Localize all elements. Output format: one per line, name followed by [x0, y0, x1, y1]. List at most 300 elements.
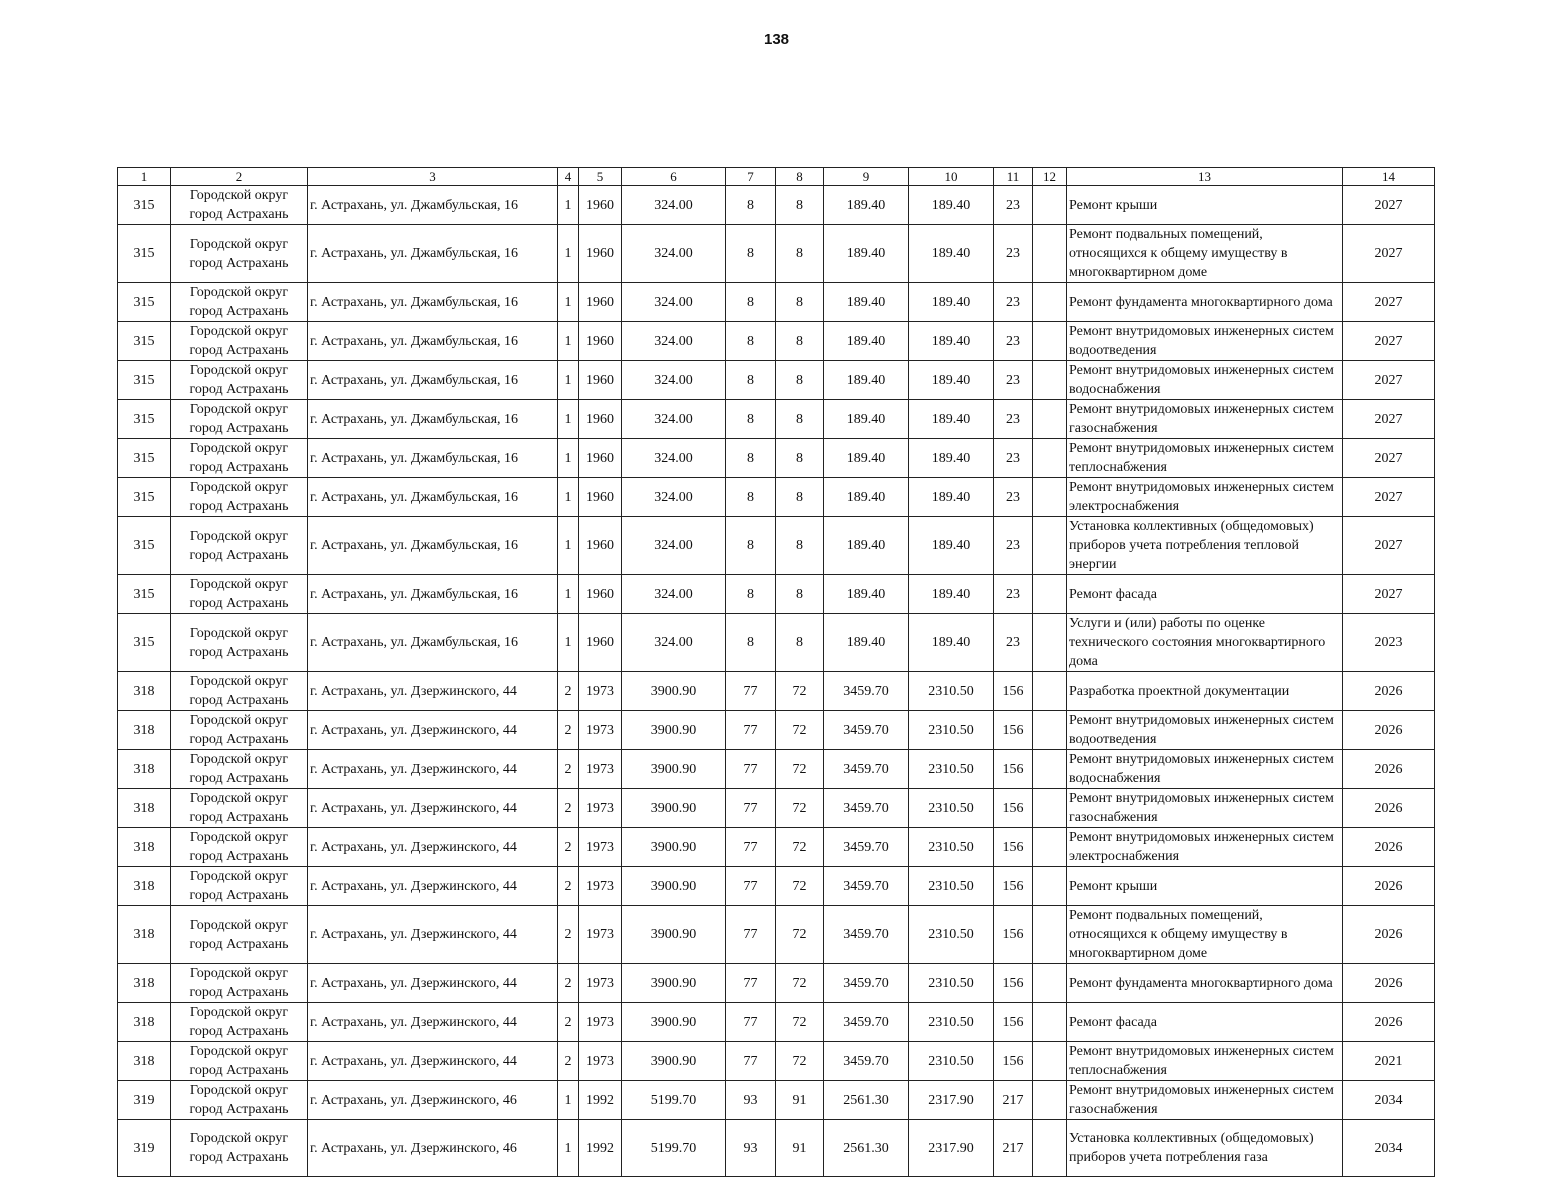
- col-7-cell: 8: [726, 478, 776, 517]
- table-row: [118, 1081, 1435, 1120]
- col-12-cell: [1033, 1081, 1067, 1120]
- table-row: [118, 750, 1435, 789]
- build-year-cell: 1960: [579, 478, 622, 517]
- row-number-cell: 315: [118, 575, 171, 614]
- col-9-cell: 3459.70: [824, 711, 909, 750]
- col-8-cell: 8: [776, 361, 824, 400]
- row-number-cell: 315: [118, 283, 171, 322]
- address-cell: г. Астрахань, ул. Дзержинского, 46: [308, 1081, 558, 1120]
- col-4-cell: 2: [558, 672, 579, 711]
- col-8-cell: 91: [776, 1120, 824, 1177]
- plan-year-cell: 2027: [1343, 517, 1435, 575]
- column-header-6: 6: [622, 168, 726, 186]
- col-8-cell: 72: [776, 711, 824, 750]
- total-area-cell: 324.00: [622, 614, 726, 672]
- table-row: [118, 964, 1435, 1003]
- address-cell: г. Астрахань, ул. Джамбульская, 16: [308, 575, 558, 614]
- col-10-cell: 2317.90: [909, 1081, 994, 1120]
- total-area-cell: 324.00: [622, 439, 726, 478]
- total-area-cell: 3900.90: [622, 750, 726, 789]
- col-4-cell: 2: [558, 1003, 579, 1042]
- col-9-cell: 2561.30: [824, 1120, 909, 1177]
- plan-year-cell: 2026: [1343, 711, 1435, 750]
- col-8-cell: 72: [776, 672, 824, 711]
- municipality-cell: Городской округ город Астрахань: [171, 575, 308, 614]
- col-10-cell: 189.40: [909, 283, 994, 322]
- col-12-cell: [1033, 439, 1067, 478]
- col-8-cell: 8: [776, 478, 824, 517]
- address-cell: г. Астрахань, ул. Дзержинского, 44: [308, 1042, 558, 1081]
- row-number-cell: 318: [118, 672, 171, 711]
- col-9-cell: 189.40: [824, 361, 909, 400]
- col-12-cell: [1033, 1003, 1067, 1042]
- col-7-cell: 77: [726, 828, 776, 867]
- plan-year-cell: 2034: [1343, 1120, 1435, 1177]
- col-8-cell: 8: [776, 322, 824, 361]
- address-cell: г. Астрахань, ул. Джамбульская, 16: [308, 283, 558, 322]
- col-4-cell: 1: [558, 283, 579, 322]
- table-row: [118, 614, 1435, 672]
- address-cell: г. Астрахань, ул. Джамбульская, 16: [308, 322, 558, 361]
- total-area-cell: 324.00: [622, 400, 726, 439]
- col-10-cell: 189.40: [909, 478, 994, 517]
- col-4-cell: 1: [558, 225, 579, 283]
- address-cell: г. Астрахань, ул. Дзержинского, 44: [308, 711, 558, 750]
- work-type-cell: Ремонт внутридомовых инженерных систем электроснабжения: [1067, 828, 1343, 867]
- col-11-cell: 156: [994, 828, 1033, 867]
- build-year-cell: 1973: [579, 867, 622, 906]
- row-number-cell: 318: [118, 711, 171, 750]
- municipality-cell: Городской округ город Астрахань: [171, 906, 308, 964]
- col-10-cell: 2310.50: [909, 789, 994, 828]
- build-year-cell: 1960: [579, 322, 622, 361]
- column-header-7: 7: [726, 168, 776, 186]
- build-year-cell: 1960: [579, 439, 622, 478]
- municipality-cell: Городской округ город Астрахань: [171, 283, 308, 322]
- col-9-cell: 189.40: [824, 517, 909, 575]
- col-4-cell: 1: [558, 614, 579, 672]
- col-9-cell: 189.40: [824, 439, 909, 478]
- build-year-cell: 1973: [579, 1042, 622, 1081]
- col-9-cell: 3459.70: [824, 1003, 909, 1042]
- col-11-cell: 156: [994, 1003, 1033, 1042]
- col-10-cell: 2310.50: [909, 750, 994, 789]
- build-year-cell: 1973: [579, 711, 622, 750]
- build-year-cell: 1973: [579, 828, 622, 867]
- column-header-8: 8: [776, 168, 824, 186]
- col-9-cell: 2561.30: [824, 1081, 909, 1120]
- table-row: [118, 225, 1435, 283]
- build-year-cell: 1960: [579, 400, 622, 439]
- table-row: [118, 672, 1435, 711]
- col-7-cell: 8: [726, 575, 776, 614]
- address-cell: г. Астрахань, ул. Дзержинского, 44: [308, 789, 558, 828]
- col-12-cell: [1033, 867, 1067, 906]
- row-number-cell: 318: [118, 789, 171, 828]
- municipality-cell: Городской округ город Астрахань: [171, 186, 308, 225]
- col-7-cell: 93: [726, 1081, 776, 1120]
- row-number-cell: 318: [118, 1042, 171, 1081]
- col-4-cell: 1: [558, 478, 579, 517]
- col-12-cell: [1033, 1120, 1067, 1177]
- col-10-cell: 2310.50: [909, 711, 994, 750]
- col-4-cell: 2: [558, 964, 579, 1003]
- col-7-cell: 93: [726, 1120, 776, 1177]
- col-7-cell: 8: [726, 361, 776, 400]
- col-9-cell: 3459.70: [824, 672, 909, 711]
- col-11-cell: 23: [994, 283, 1033, 322]
- municipality-cell: Городской округ город Астрахань: [171, 1081, 308, 1120]
- address-cell: г. Астрахань, ул. Дзержинского, 44: [308, 867, 558, 906]
- col-12-cell: [1033, 361, 1067, 400]
- col-8-cell: 8: [776, 517, 824, 575]
- col-10-cell: 2310.50: [909, 906, 994, 964]
- col-7-cell: 77: [726, 867, 776, 906]
- total-area-cell: 324.00: [622, 225, 726, 283]
- total-area-cell: 3900.90: [622, 672, 726, 711]
- column-header-2: 2: [171, 168, 308, 186]
- work-type-cell: Ремонт фундамента многоквартирного дома: [1067, 964, 1343, 1003]
- col-10-cell: 189.40: [909, 575, 994, 614]
- municipality-cell: Городской округ город Астрахань: [171, 439, 308, 478]
- column-header-14: 14: [1343, 168, 1435, 186]
- col-8-cell: 72: [776, 828, 824, 867]
- col-8-cell: 72: [776, 1003, 824, 1042]
- municipality-cell: Городской округ город Астрахань: [171, 750, 308, 789]
- col-11-cell: 23: [994, 186, 1033, 225]
- total-area-cell: 3900.90: [622, 1003, 726, 1042]
- col-7-cell: 77: [726, 789, 776, 828]
- col-11-cell: 156: [994, 672, 1033, 711]
- col-11-cell: 156: [994, 964, 1033, 1003]
- col-9-cell: 189.40: [824, 614, 909, 672]
- col-12-cell: [1033, 186, 1067, 225]
- col-4-cell: 2: [558, 711, 579, 750]
- col-10-cell: 189.40: [909, 225, 994, 283]
- work-type-cell: Установка коллективных (общедомовых) приборов учета потребления газа: [1067, 1120, 1343, 1177]
- total-area-cell: 5199.70: [622, 1081, 726, 1120]
- plan-year-cell: 2026: [1343, 906, 1435, 964]
- row-number-cell: 319: [118, 1081, 171, 1120]
- col-10-cell: 2310.50: [909, 672, 994, 711]
- address-cell: г. Астрахань, ул. Дзержинского, 44: [308, 1003, 558, 1042]
- municipality-cell: Городской округ город Астрахань: [171, 1003, 308, 1042]
- plan-year-cell: 2027: [1343, 575, 1435, 614]
- plan-year-cell: 2026: [1343, 867, 1435, 906]
- col-7-cell: 77: [726, 750, 776, 789]
- col-12-cell: [1033, 1042, 1067, 1081]
- total-area-cell: 3900.90: [622, 867, 726, 906]
- col-10-cell: 189.40: [909, 186, 994, 225]
- col-9-cell: 3459.70: [824, 750, 909, 789]
- col-4-cell: 2: [558, 906, 579, 964]
- work-type-cell: Ремонт внутридомовых инженерных систем водоснабжения: [1067, 361, 1343, 400]
- col-9-cell: 189.40: [824, 575, 909, 614]
- column-header-13: 13: [1067, 168, 1343, 186]
- col-10-cell: 189.40: [909, 439, 994, 478]
- plan-year-cell: 2023: [1343, 614, 1435, 672]
- municipality-cell: Городской округ город Астрахань: [171, 711, 308, 750]
- col-12-cell: [1033, 283, 1067, 322]
- row-number-cell: 315: [118, 400, 171, 439]
- col-9-cell: 189.40: [824, 283, 909, 322]
- municipality-cell: Городской округ город Астрахань: [171, 964, 308, 1003]
- col-10-cell: 189.40: [909, 614, 994, 672]
- table-row: [118, 575, 1435, 614]
- col-4-cell: 2: [558, 789, 579, 828]
- total-area-cell: 324.00: [622, 322, 726, 361]
- col-10-cell: 2310.50: [909, 828, 994, 867]
- municipality-cell: Городской округ город Астрахань: [171, 789, 308, 828]
- build-year-cell: 1973: [579, 789, 622, 828]
- col-8-cell: 8: [776, 614, 824, 672]
- total-area-cell: 324.00: [622, 283, 726, 322]
- address-cell: г. Астрахань, ул. Дзержинского, 46: [308, 1120, 558, 1177]
- address-cell: г. Астрахань, ул. Джамбульская, 16: [308, 439, 558, 478]
- plan-year-cell: 2027: [1343, 478, 1435, 517]
- build-year-cell: 1973: [579, 964, 622, 1003]
- work-type-cell: Ремонт подвальных помещений, относящихся к общему имуществу в многоквартирном доме: [1067, 906, 1343, 964]
- address-cell: г. Астрахань, ул. Джамбульская, 16: [308, 225, 558, 283]
- total-area-cell: 324.00: [622, 517, 726, 575]
- col-4-cell: 1: [558, 400, 579, 439]
- col-11-cell: 23: [994, 400, 1033, 439]
- col-9-cell: 3459.70: [824, 867, 909, 906]
- build-year-cell: 1960: [579, 575, 622, 614]
- col-4-cell: 2: [558, 1042, 579, 1081]
- table-row: [118, 439, 1435, 478]
- plan-year-cell: 2021: [1343, 1042, 1435, 1081]
- plan-year-cell: 2026: [1343, 672, 1435, 711]
- col-11-cell: 156: [994, 711, 1033, 750]
- col-8-cell: 8: [776, 186, 824, 225]
- col-12-cell: [1033, 789, 1067, 828]
- col-9-cell: 3459.70: [824, 1042, 909, 1081]
- col-10-cell: 2317.90: [909, 1120, 994, 1177]
- col-11-cell: 217: [994, 1081, 1033, 1120]
- col-7-cell: 8: [726, 186, 776, 225]
- work-type-cell: Ремонт внутридомовых инженерных систем газоснабжения: [1067, 1081, 1343, 1120]
- row-number-cell: 318: [118, 867, 171, 906]
- work-type-cell: Ремонт внутридомовых инженерных систем газоснабжения: [1067, 400, 1343, 439]
- row-number-cell: 315: [118, 614, 171, 672]
- address-cell: г. Астрахань, ул. Дзержинского, 44: [308, 672, 558, 711]
- address-cell: г. Астрахань, ул. Джамбульская, 16: [308, 186, 558, 225]
- col-4-cell: 2: [558, 750, 579, 789]
- col-4-cell: 1: [558, 322, 579, 361]
- col-9-cell: 3459.70: [824, 906, 909, 964]
- total-area-cell: 3900.90: [622, 789, 726, 828]
- table-row: [118, 789, 1435, 828]
- build-year-cell: 1960: [579, 225, 622, 283]
- col-11-cell: 23: [994, 322, 1033, 361]
- municipality-cell: Городской округ город Астрахань: [171, 322, 308, 361]
- table-row: [118, 867, 1435, 906]
- municipality-cell: Городской округ город Астрахань: [171, 400, 308, 439]
- row-number-cell: 315: [118, 225, 171, 283]
- work-type-cell: Ремонт внутридомовых инженерных систем теплоснабжения: [1067, 439, 1343, 478]
- col-4-cell: 1: [558, 1120, 579, 1177]
- address-cell: г. Астрахань, ул. Джамбульская, 16: [308, 517, 558, 575]
- col-11-cell: 23: [994, 575, 1033, 614]
- col-12-cell: [1033, 400, 1067, 439]
- municipality-cell: Городской округ город Астрахань: [171, 517, 308, 575]
- total-area-cell: 5199.70: [622, 1120, 726, 1177]
- col-11-cell: 23: [994, 517, 1033, 575]
- build-year-cell: 1992: [579, 1081, 622, 1120]
- build-year-cell: 1973: [579, 1003, 622, 1042]
- build-year-cell: 1960: [579, 614, 622, 672]
- table-row: [118, 361, 1435, 400]
- address-cell: г. Астрахань, ул. Дзержинского, 44: [308, 964, 558, 1003]
- municipality-cell: Городской округ город Астрахань: [171, 361, 308, 400]
- work-type-cell: Установка коллективных (общедомовых) приборов учета потребления тепловой энергии: [1067, 517, 1343, 575]
- col-10-cell: 2310.50: [909, 867, 994, 906]
- col-7-cell: 8: [726, 283, 776, 322]
- municipality-cell: Городской округ город Астрахань: [171, 478, 308, 517]
- col-11-cell: 23: [994, 361, 1033, 400]
- col-12-cell: [1033, 575, 1067, 614]
- plan-year-cell: 2027: [1343, 283, 1435, 322]
- col-4-cell: 1: [558, 186, 579, 225]
- work-type-cell: Ремонт внутридомовых инженерных систем водоотведения: [1067, 711, 1343, 750]
- column-header-5: 5: [579, 168, 622, 186]
- col-8-cell: 72: [776, 906, 824, 964]
- col-12-cell: [1033, 906, 1067, 964]
- plan-year-cell: 2026: [1343, 750, 1435, 789]
- table-row: [118, 711, 1435, 750]
- col-12-cell: [1033, 614, 1067, 672]
- col-11-cell: 23: [994, 439, 1033, 478]
- address-cell: г. Астрахань, ул. Джамбульская, 16: [308, 478, 558, 517]
- table-row: [118, 1120, 1435, 1177]
- col-8-cell: 72: [776, 964, 824, 1003]
- plan-year-cell: 2026: [1343, 1003, 1435, 1042]
- total-area-cell: 3900.90: [622, 964, 726, 1003]
- col-8-cell: 8: [776, 400, 824, 439]
- plan-year-cell: 2027: [1343, 322, 1435, 361]
- row-number-cell: 315: [118, 361, 171, 400]
- work-type-cell: Ремонт внутридомовых инженерных систем водоснабжения: [1067, 750, 1343, 789]
- municipality-cell: Городской округ город Астрахань: [171, 828, 308, 867]
- build-year-cell: 1992: [579, 1120, 622, 1177]
- page-number: 138: [763, 31, 790, 48]
- row-number-cell: 315: [118, 478, 171, 517]
- build-year-cell: 1973: [579, 750, 622, 789]
- col-8-cell: 72: [776, 1042, 824, 1081]
- col-11-cell: 156: [994, 1042, 1033, 1081]
- col-10-cell: 2310.50: [909, 1042, 994, 1081]
- address-cell: г. Астрахань, ул. Джамбульская, 16: [308, 614, 558, 672]
- col-11-cell: 23: [994, 225, 1033, 283]
- work-type-cell: Ремонт фундамента многоквартирного дома: [1067, 283, 1343, 322]
- work-type-cell: Услуги и (или) работы по оценке технического состояния многоквартирного дома: [1067, 614, 1343, 672]
- municipality-cell: Городской округ город Астрахань: [171, 672, 308, 711]
- build-year-cell: 1960: [579, 186, 622, 225]
- col-7-cell: 8: [726, 225, 776, 283]
- total-area-cell: 3900.90: [622, 1042, 726, 1081]
- table-row: [118, 186, 1435, 225]
- col-12-cell: [1033, 750, 1067, 789]
- col-9-cell: 189.40: [824, 400, 909, 439]
- col-7-cell: 8: [726, 439, 776, 478]
- municipality-cell: Городской округ город Астрахань: [171, 614, 308, 672]
- col-8-cell: 8: [776, 225, 824, 283]
- work-type-cell: Ремонт крыши: [1067, 186, 1343, 225]
- registry-table: [117, 167, 1435, 1177]
- col-7-cell: 77: [726, 711, 776, 750]
- col-10-cell: 2310.50: [909, 1003, 994, 1042]
- plan-year-cell: 2034: [1343, 1081, 1435, 1120]
- col-7-cell: 77: [726, 672, 776, 711]
- col-8-cell: 8: [776, 575, 824, 614]
- col-4-cell: 2: [558, 828, 579, 867]
- col-12-cell: [1033, 517, 1067, 575]
- col-10-cell: 189.40: [909, 361, 994, 400]
- column-header-10: 10: [909, 168, 994, 186]
- build-year-cell: 1973: [579, 672, 622, 711]
- total-area-cell: 324.00: [622, 361, 726, 400]
- col-11-cell: 156: [994, 789, 1033, 828]
- address-cell: г. Астрахань, ул. Джамбульская, 16: [308, 361, 558, 400]
- row-number-cell: 319: [118, 1120, 171, 1177]
- column-header-9: 9: [824, 168, 909, 186]
- col-9-cell: 3459.70: [824, 964, 909, 1003]
- col-12-cell: [1033, 478, 1067, 517]
- row-number-cell: 315: [118, 439, 171, 478]
- work-type-cell: Ремонт фасада: [1067, 575, 1343, 614]
- row-number-cell: 318: [118, 828, 171, 867]
- col-10-cell: 189.40: [909, 517, 994, 575]
- row-number-cell: 315: [118, 517, 171, 575]
- row-number-cell: 318: [118, 906, 171, 964]
- plan-year-cell: 2026: [1343, 789, 1435, 828]
- municipality-cell: Городской округ город Астрахань: [171, 1042, 308, 1081]
- total-area-cell: 324.00: [622, 575, 726, 614]
- col-12-cell: [1033, 964, 1067, 1003]
- col-8-cell: 8: [776, 439, 824, 478]
- work-type-cell: Ремонт внутридомовых инженерных систем водоотведения: [1067, 322, 1343, 361]
- col-9-cell: 189.40: [824, 186, 909, 225]
- col-4-cell: 1: [558, 439, 579, 478]
- row-number-cell: 318: [118, 1003, 171, 1042]
- col-9-cell: 189.40: [824, 322, 909, 361]
- plan-year-cell: 2027: [1343, 361, 1435, 400]
- municipality-cell: Городской округ город Астрахань: [171, 225, 308, 283]
- work-type-cell: Ремонт внутридомовых инженерных систем газоснабжения: [1067, 789, 1343, 828]
- build-year-cell: 1960: [579, 361, 622, 400]
- work-type-cell: Ремонт внутридомовых инженерных систем теплоснабжения: [1067, 1042, 1343, 1081]
- col-9-cell: 189.40: [824, 225, 909, 283]
- total-area-cell: 324.00: [622, 186, 726, 225]
- table-row: [118, 906, 1435, 964]
- build-year-cell: 1960: [579, 283, 622, 322]
- col-7-cell: 77: [726, 906, 776, 964]
- column-header-12: 12: [1033, 168, 1067, 186]
- col-8-cell: 8: [776, 283, 824, 322]
- table-row: [118, 478, 1435, 517]
- col-8-cell: 72: [776, 750, 824, 789]
- row-number-cell: 315: [118, 186, 171, 225]
- col-7-cell: 77: [726, 1003, 776, 1042]
- table-row: [118, 400, 1435, 439]
- work-type-cell: Ремонт фасада: [1067, 1003, 1343, 1042]
- col-10-cell: 189.40: [909, 322, 994, 361]
- table-row: [118, 828, 1435, 867]
- col-11-cell: 156: [994, 867, 1033, 906]
- table-body: [118, 186, 1435, 1177]
- col-7-cell: 77: [726, 1042, 776, 1081]
